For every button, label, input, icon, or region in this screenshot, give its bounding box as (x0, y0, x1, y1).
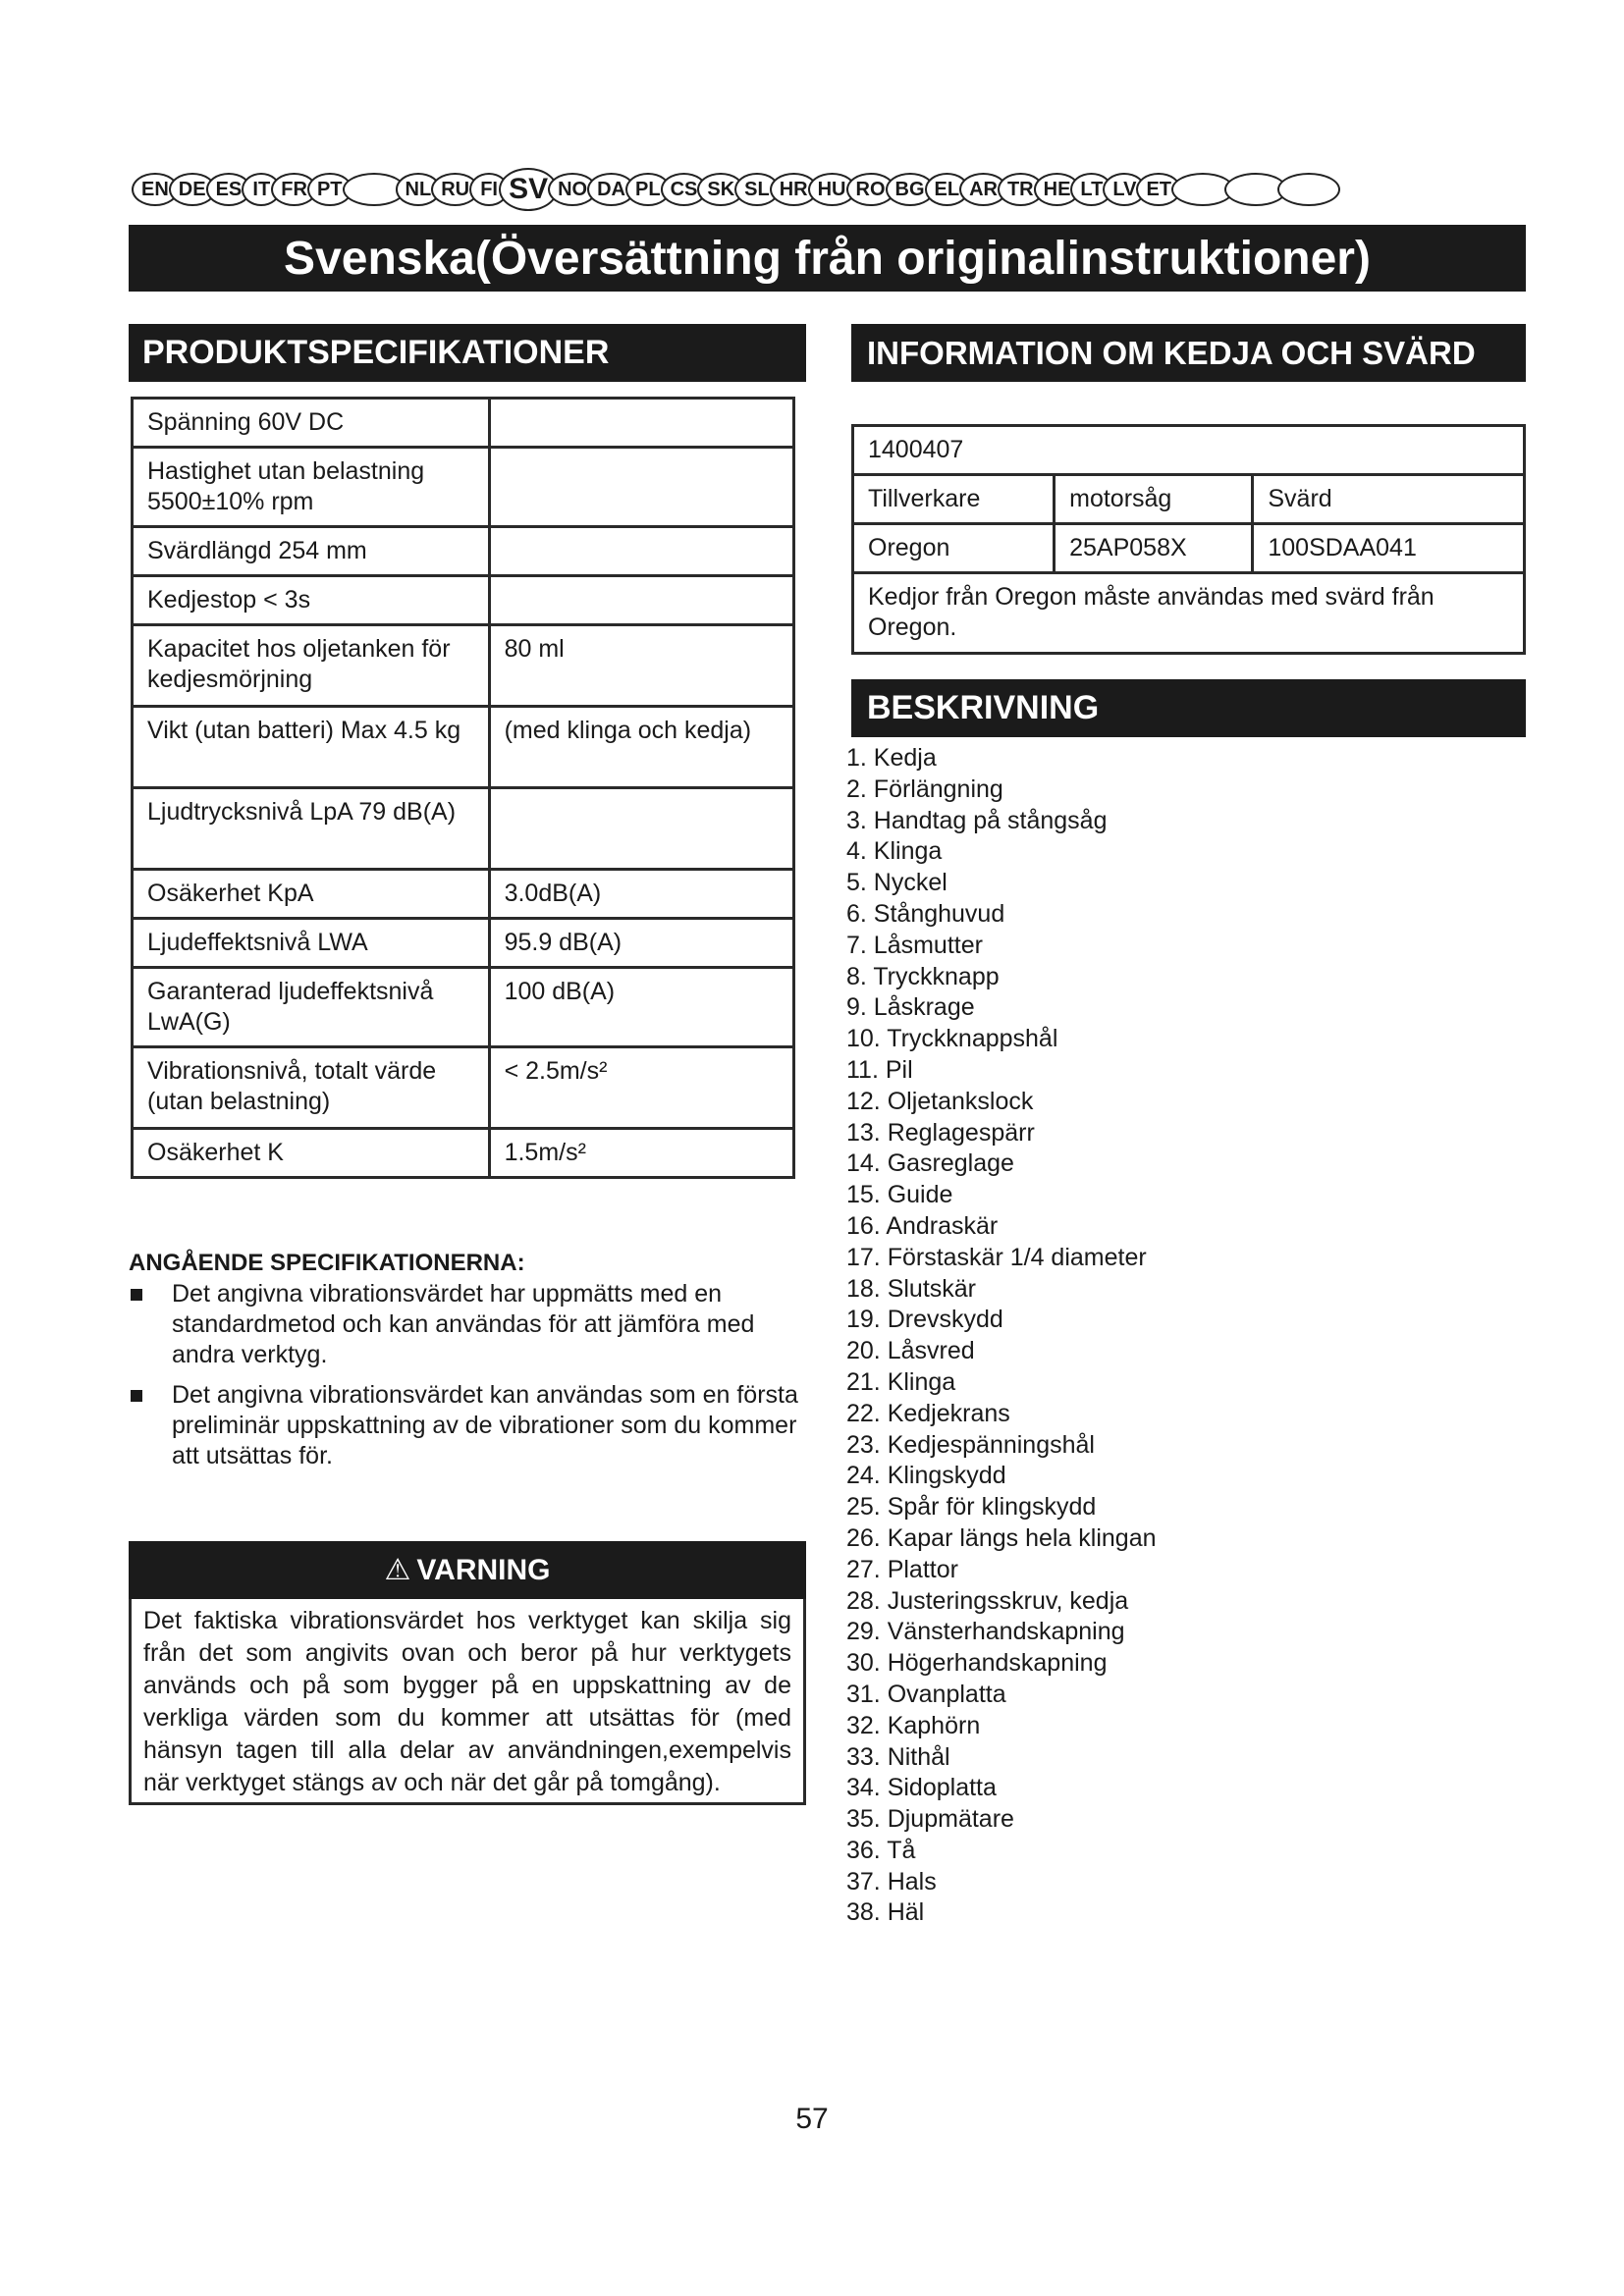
list-item: 16. Andraskär (846, 1211, 999, 1240)
language-tab-de: DE (169, 173, 216, 206)
list-item: 30. Högerhandskapning (846, 1649, 1108, 1678)
spec-label: Osäkerhet K (133, 1129, 490, 1178)
list-item: 12. Oljetankslock (846, 1087, 1034, 1115)
chain-info-heading: INFORMATION OM KEDJA OCH SVÄRD (851, 324, 1526, 382)
list-item: 18. Slutskär (846, 1274, 977, 1303)
description-heading: BESKRIVNING (851, 679, 1526, 737)
spec-label: Osäkerhet KpA (133, 870, 490, 919)
table-row (133, 870, 794, 919)
spec-value (489, 399, 793, 448)
list-item: 17. Förstaskär 1/4 diameter (846, 1243, 1147, 1271)
page-title: Svenska(Översättning från originalinstruktioner) (129, 225, 1526, 292)
table-row (133, 968, 794, 1047)
table-row (133, 1129, 794, 1178)
bullet-icon (131, 1390, 142, 1402)
table-header: Svärd (1253, 475, 1525, 524)
list-item: 9. Låskrage (846, 993, 975, 1022)
spec-value: (med klinga och kedja) (489, 707, 793, 788)
table-row (133, 1047, 794, 1129)
list-item: 5. Nyckel (846, 869, 947, 897)
list-item: 10. Tryckknappshål (846, 1025, 1058, 1053)
language-tab-da: DA (587, 173, 635, 206)
description-list (846, 743, 1435, 1929)
list-item: 28. Justeringsskruv, kedja (846, 1586, 1129, 1615)
spec-label: Garanterad ljudeffektsnivå LwA(G) (133, 968, 490, 1047)
language-tab-he: HE (1034, 173, 1081, 206)
list-item: 27. Plattor (846, 1555, 958, 1583)
list-item: 19. Drevskydd (846, 1306, 1003, 1334)
product-specs-heading: PRODUKTSPECIFIKATIONER (129, 324, 806, 382)
spec-notes-heading: ANGÅENDE SPECIFIKATIONERNA: (129, 1250, 525, 1276)
table-row (133, 788, 794, 870)
language-tab-fi: FI (469, 173, 509, 206)
language-tab-bg: BG (886, 173, 935, 206)
language-tab-sl: SL (734, 173, 780, 206)
model-number: 1400407 (853, 426, 1525, 475)
list-item: 34. Sidoplatta (846, 1774, 997, 1802)
page-number: 57 (795, 2103, 829, 2135)
list-item: 35. Djupmätare (846, 1805, 1014, 1834)
spec-label: Kedjestop < 3s (133, 576, 490, 625)
chain-info-table (851, 424, 1526, 655)
language-tab-ar: AR (959, 173, 1007, 206)
language-tab-it: IT (242, 173, 281, 206)
list-item: 8. Tryckknapp (846, 962, 1000, 990)
language-tab-hu: HU (808, 173, 856, 206)
spec-value (489, 576, 793, 625)
list-item: 4. Klinga (846, 837, 943, 866)
spec-notes (129, 1279, 806, 1481)
table-row (133, 919, 794, 968)
spec-label: Ljudeffektsnivå LWA (133, 919, 490, 968)
spec-value (489, 788, 793, 870)
spec-label: Svärdlängd 254 mm (133, 527, 490, 576)
language-tab-ru: RU (431, 173, 479, 206)
spec-value (489, 448, 793, 527)
language-tab-ro: RO (846, 173, 895, 206)
list-item: Det angivna vibrationsvärdet kan användas som en första preliminär uppskattning av de vibrationer som du kommer att utsättas för. (129, 1380, 806, 1471)
list-item: 15. Guide (846, 1181, 953, 1209)
language-tab-no: NO (548, 173, 597, 206)
list-item: 33. Nithål (846, 1742, 950, 1771)
warning-icon: ⚠ (384, 1554, 411, 1586)
spec-label: Spänning 60V DC (133, 399, 490, 448)
table-row (133, 527, 794, 576)
table-row (133, 399, 794, 448)
language-tab-en: EN (132, 173, 179, 206)
language-tab-es: ES (206, 173, 252, 206)
language-tab-nl: NL (396, 173, 442, 206)
spec-label: Ljudtrycksnivå LpA 79 dB(A) (133, 788, 490, 870)
language-tab-tr: TR (998, 173, 1044, 206)
spec-value: 80 ml (489, 625, 793, 707)
list-item: 25. Spår för klingskydd (846, 1493, 1097, 1522)
language-tab-pt: PT (307, 173, 352, 206)
table-header: motorsåg (1055, 475, 1253, 524)
spec-value: < 2.5m/s² (489, 1047, 793, 1129)
language-tab-lt: LT (1070, 173, 1112, 206)
language-tab-empty (1277, 173, 1340, 206)
language-tab-pl: PL (625, 173, 671, 206)
table-row (133, 576, 794, 625)
list-item: 22. Kedjekrans (846, 1399, 1010, 1427)
table-row (133, 707, 794, 788)
bullet-icon (131, 1289, 142, 1301)
spec-table (131, 397, 795, 1179)
language-tabs (132, 167, 1521, 212)
list-item: 38. Häl (846, 1898, 925, 1927)
language-tab-cs: CS (661, 173, 708, 206)
spec-value: 95.9 dB(A) (489, 919, 793, 968)
list-item: 6. Stånghuvud (846, 899, 1005, 928)
chain-note: Kedjor från Oregon måste användas med svärd från Oregon. (853, 573, 1525, 654)
spec-label: Vikt (utan batteri) Max 4.5 kg (133, 707, 490, 788)
table-cell: Oregon (853, 524, 1055, 573)
spec-value: 1.5m/s² (489, 1129, 793, 1178)
list-item: 32. Kaphörn (846, 1711, 981, 1739)
list-item: 31. Ovanplatta (846, 1680, 1006, 1708)
list-item: 2. Förlängning (846, 774, 1003, 803)
list-item: 36. Tå (846, 1836, 916, 1864)
language-tab-hr: HR (770, 173, 818, 206)
list-item: Det angivna vibrationsvärdet har uppmätts med en standardmetod och kan användas för att jämföra med andra verktyg. (129, 1279, 806, 1370)
list-item: 23. Kedjespänningshål (846, 1430, 1095, 1459)
list-item: 20. Låsvred (846, 1337, 975, 1365)
list-item: 7. Låsmutter (846, 931, 983, 959)
list-item: 37. Hals (846, 1867, 937, 1896)
spec-value: 100 dB(A) (489, 968, 793, 1047)
table-row (133, 625, 794, 707)
list-item: 29. Vänsterhandskapning (846, 1618, 1125, 1646)
list-item: 24. Klingskydd (846, 1462, 1006, 1490)
list-item: 21. Klinga (846, 1367, 956, 1396)
language-tab-fr: FR (271, 173, 317, 206)
spec-label: Kapacitet hos oljetanken för kedjesmörjning (133, 625, 490, 707)
table-row (133, 448, 794, 527)
spec-label: Hastighet utan belastning 5500±10% rpm (133, 448, 490, 527)
table-cell: 25AP058X (1055, 524, 1253, 573)
list-item: 1. Kedja (846, 744, 937, 772)
list-item: 3. Handtag på stångsåg (846, 806, 1108, 834)
spec-value (489, 527, 793, 576)
table-header: Tillverkare (853, 475, 1055, 524)
language-tab-et: ET (1136, 173, 1181, 206)
list-item: 26. Kapar längs hela klingan (846, 1523, 1157, 1552)
list-item: 14. Gasreglage (846, 1149, 1014, 1178)
warning-heading: ⚠ VARNING (129, 1541, 806, 1599)
language-tab-el: EL (925, 173, 970, 206)
language-tab-lv: LV (1103, 173, 1146, 206)
language-tab-sv: SV (499, 168, 558, 211)
table-cell: 100SDAA041 (1253, 524, 1525, 573)
spec-value: 3.0dB(A) (489, 870, 793, 919)
list-item: 13. Reglagespärr (846, 1118, 1035, 1147)
warning-text: Det faktiska vibrationsvärdet hos verktyget kan skilja sig från det som angivits ovan och beror på hur verktygets används och på som bygger på en uppskattning av de verkliga värden som du kommer att utsättas för (med hänsyn tagen till alla delar av användningen,exempelvis när verktyget stängs av och när det går på tomgång). (129, 1599, 806, 1805)
spec-label: Vibrationsnivå, totalt värde (utan belastning) (133, 1047, 490, 1129)
language-tab-sk: SK (697, 173, 744, 206)
list-item: 11. Pil (846, 1055, 913, 1084)
